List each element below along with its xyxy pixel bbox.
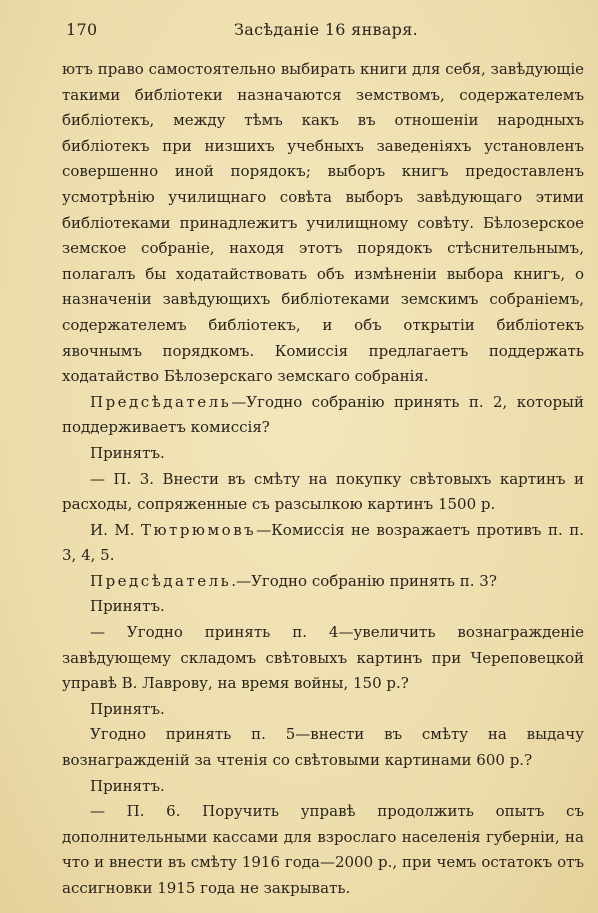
paragraph-chairman-p3 [62,569,584,595]
paragraph-adopted: Принятъ. [90,443,165,462]
page-header [66,20,586,44]
page-body [62,57,584,902]
paragraph-item-4: — Угодно принять п. 4—увеличить вознагражденіе завѣдующему складомъ свѣтовыхъ картинъ при Череповецкой управѣ В. Лаврову, на время войны, 150 р.? [62,623,584,693]
paragraph-tiutriumov [62,518,584,569]
paragraph-item-6: — П. 6. Поручить управѣ продолжить опытъ съ дополнительными кассами для взрослаго населенія губерніи, на что и внести въ смѣту 1916 года—2000 р., при чемъ остатокъ отъ ассигновки 1915 года не закрывать. [62,802,584,897]
speaker-chairman: Предсѣдатель [90,571,232,590]
running-title: Засѣданіе 16 января. [233,20,418,39]
paragraph-item-3: — П. 3. Внести въ смѣту на покупку свѣтовыхъ картинъ и расходы, сопряженные съ разсылкою картинъ 1500 р. [62,469,584,514]
paragraph-adopted: Принятъ. [90,597,165,616]
speaker-tiutriumov: Тютрюмовъ [140,520,257,539]
paragraph-adopted: Принятъ. [90,699,165,718]
speech-text: —Угодно собранію принять п. 2, который поддерживаетъ комиссія? [62,392,584,437]
speaker-chairman: Предсѣдатель [90,392,232,411]
paragraph-item-5: Угодно принять п. 5—внести въ смѣту на выдачу вознагражденій за чтенія со свѣтовыми картинами 600 р.? [62,725,584,770]
speech-text: .—Угодно собранію принять п. 3? [231,571,497,590]
speech-text: —Комиссія не возражаетъ противъ п. п. 3, 4, 5. [62,520,584,565]
paragraph-commission-text: ютъ право самостоятельно выбирать книги для себя, завѣдующіе такими библіотеки назначаются земствомъ, содержателемъ библіотекъ, между тѣмъ какъ въ отношеніи народныхъ библіотекъ при низшихъ учебныхъ заведеніяхъ установленъ совершенно иной порядокъ; выборъ книгъ предоставленъ усмотрѣнію училищнаго совѣта выборъ завѣдующаго этими библіотеками принадлежитъ училищному совѣту. Бѣлозерское земское собраніе, находя этотъ порядокъ стѣснительнымъ, полагалъ бы ходатайствовать объ измѣненіи выбора книгъ, о назначеніи завѣдующихъ библіотеками земскимъ собраніемъ, содержателемъ библіотекъ, и объ открытіи библіотекъ явочнымъ порядкомъ. Комиссія предлагаетъ поддержать ходатайство Бѣлозерскаго земскаго собранія. [62,60,584,386]
page-number: 170 [66,20,98,39]
speaker-initials: И. М. [90,520,135,539]
paragraph-adopted: Принятъ. [90,776,165,795]
paragraph-chairman-p2 [62,390,584,441]
